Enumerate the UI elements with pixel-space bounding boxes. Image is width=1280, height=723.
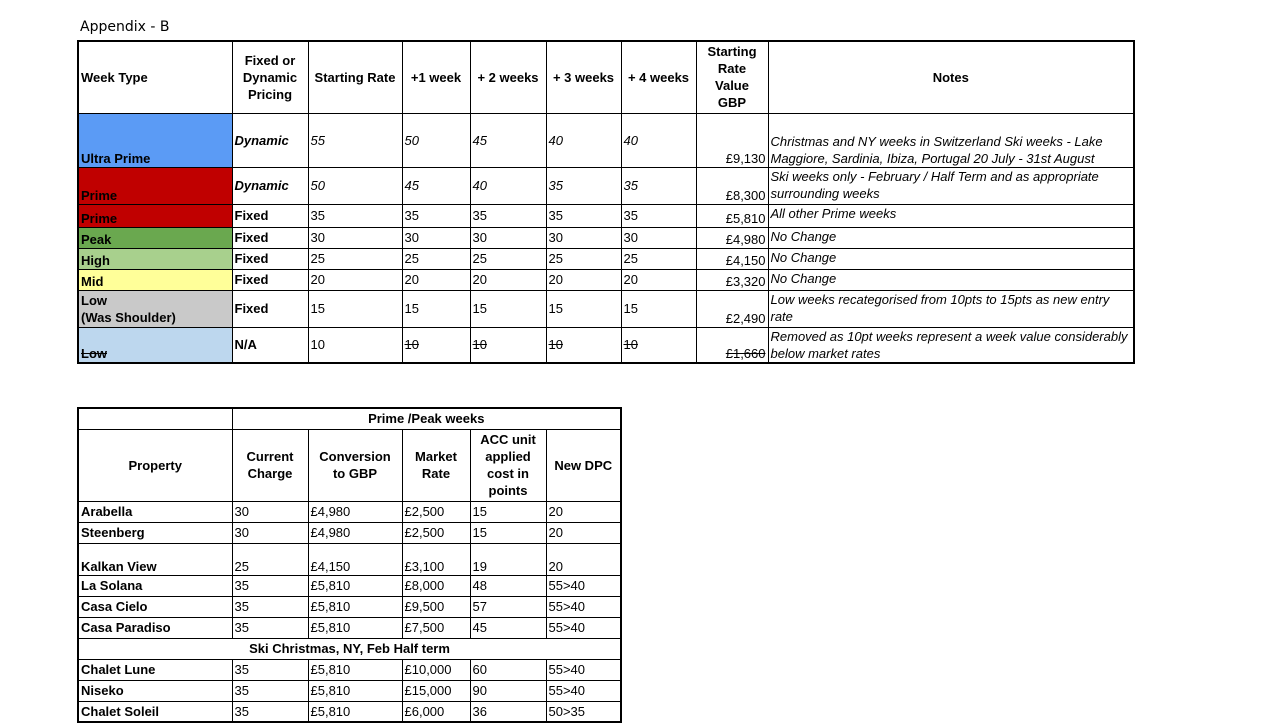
table-row: [78, 501, 621, 522]
table-row: [78, 290, 1134, 327]
new-dpc: 55>40: [546, 617, 621, 638]
week-type-low: Low (Was Shoulder): [78, 290, 232, 327]
pricing-cell: Fixed: [232, 248, 308, 269]
rate-cell: 35: [621, 204, 696, 227]
pricing-cell: Fixed: [232, 290, 308, 327]
rate-cell: 25: [546, 248, 621, 269]
property-name: Casa Paradiso: [78, 617, 232, 638]
rate-cell: 20: [402, 269, 470, 290]
market-rate: £2,500: [402, 501, 470, 522]
rate-cell: 40: [546, 113, 621, 167]
value-cell: £2,490: [696, 290, 768, 327]
rate-cell: 30: [546, 227, 621, 248]
market-rate: £9,500: [402, 596, 470, 617]
table-row: [78, 701, 621, 722]
week-type-prime: Prime: [78, 167, 232, 204]
property-name: Arabella: [78, 501, 232, 522]
current-charge: 35: [232, 617, 308, 638]
header-row: [78, 41, 1134, 113]
header-week-2: + 2 weeks: [470, 41, 546, 113]
group-header-row: [78, 408, 621, 429]
blank-cell: [78, 408, 232, 429]
rate-cell: 15: [470, 290, 546, 327]
acc-cost: 36: [470, 701, 546, 722]
note-cell: Low weeks recategorised from 10pts to 15pts as new entry rate: [768, 290, 1134, 327]
week-rates-table: [77, 40, 1135, 364]
new-dpc: 55>40: [546, 680, 621, 701]
pricing-cell: Dynamic: [232, 113, 308, 167]
value-cell: £1,660: [696, 327, 768, 363]
new-dpc: 55>40: [546, 596, 621, 617]
value-cell: £4,980: [696, 227, 768, 248]
market-rate: £6,000: [402, 701, 470, 722]
property-name: Niseko: [78, 680, 232, 701]
note-cell: Christmas and NY weeks in Switzerland Ski weeks - Lake Maggiore, Sardinia, Ibiza, Portugal 20 July - 31st August: [768, 113, 1134, 167]
value-cell: £3,320: [696, 269, 768, 290]
acc-cost: 15: [470, 522, 546, 543]
gbp-value: £4,980: [308, 501, 402, 522]
rate-cell: 10: [402, 327, 470, 363]
rate-cell: 25: [621, 248, 696, 269]
header-row: [78, 429, 621, 501]
new-dpc: 20: [546, 501, 621, 522]
rate-cell: 35: [308, 204, 402, 227]
note-cell: Ski weeks only - February / Half Term and as appropriate surrounding weeks: [768, 167, 1134, 204]
new-dpc: 55>40: [546, 575, 621, 596]
rate-cell: 10: [470, 327, 546, 363]
acc-cost: 45: [470, 617, 546, 638]
current-charge: 35: [232, 701, 308, 722]
rate-cell: 25: [308, 248, 402, 269]
gbp-value: £5,810: [308, 701, 402, 722]
table-row: [78, 204, 1134, 227]
rate-cell: 35: [621, 167, 696, 204]
rate-cell: 25: [402, 248, 470, 269]
header-market-rate: Market Rate: [402, 429, 470, 501]
property-name: Steenberg: [78, 522, 232, 543]
property-name: Kalkan View: [78, 543, 232, 575]
acc-cost: 90: [470, 680, 546, 701]
gbp-value: £5,810: [308, 596, 402, 617]
pricing-cell: Fixed: [232, 227, 308, 248]
table-row: [78, 167, 1134, 204]
new-dpc: 50>35: [546, 701, 621, 722]
table-row: [78, 227, 1134, 248]
pricing-cell: Dynamic: [232, 167, 308, 204]
current-charge: 35: [232, 659, 308, 680]
value-cell: £5,810: [696, 204, 768, 227]
header-starting-rate: Starting Rate: [308, 41, 402, 113]
market-rate: £8,000: [402, 575, 470, 596]
table-row: [78, 248, 1134, 269]
header-week-1: +1 week: [402, 41, 470, 113]
table-row: [78, 680, 621, 701]
rate-cell: 30: [470, 227, 546, 248]
property-name: Casa Cielo: [78, 596, 232, 617]
acc-cost: 60: [470, 659, 546, 680]
value-cell: £9,130: [696, 113, 768, 167]
gbp-value: £5,810: [308, 680, 402, 701]
new-dpc: 55>40: [546, 659, 621, 680]
header-new-dpc: New DPC: [546, 429, 621, 501]
property-name: La Solana: [78, 575, 232, 596]
table-row: [78, 575, 621, 596]
current-charge: 35: [232, 596, 308, 617]
week-type-peak: Peak: [78, 227, 232, 248]
week-type-ultra-prime: Ultra Prime: [78, 113, 232, 167]
current-charge: 35: [232, 680, 308, 701]
current-charge: 25: [232, 543, 308, 575]
market-rate: £10,000: [402, 659, 470, 680]
rate-cell: 15: [402, 290, 470, 327]
group-header: Prime /Peak weeks: [232, 408, 621, 429]
pricing-cell: Fixed: [232, 269, 308, 290]
note-cell: Removed as 10pt weeks represent a week value considerably below market rates: [768, 327, 1134, 363]
market-rate: £3,100: [402, 543, 470, 575]
rate-cell: 10: [546, 327, 621, 363]
new-dpc: 20: [546, 543, 621, 575]
rate-cell: 20: [470, 269, 546, 290]
rate-cell: 15: [546, 290, 621, 327]
rate-cell: 35: [546, 167, 621, 204]
market-rate: £2,500: [402, 522, 470, 543]
week-type-mid: Mid: [78, 269, 232, 290]
gbp-value: £4,980: [308, 522, 402, 543]
section-row: [78, 638, 621, 659]
table-row: [78, 269, 1134, 290]
week-type-prime: Prime: [78, 204, 232, 227]
table-row: [78, 113, 1134, 167]
header-acc-cost: ACC unit applied cost in points: [470, 429, 546, 501]
pricing-cell: N/A: [232, 327, 308, 363]
header-current-charge: Current Charge: [232, 429, 308, 501]
table-row: [78, 327, 1134, 363]
week-type-low-removed: Low: [78, 327, 232, 363]
rate-cell: 10: [621, 327, 696, 363]
rate-cell: 50: [402, 113, 470, 167]
property-name: Chalet Soleil: [78, 701, 232, 722]
rate-cell: 45: [402, 167, 470, 204]
market-rate: £7,500: [402, 617, 470, 638]
note-cell: No Change: [768, 248, 1134, 269]
table-row: [78, 596, 621, 617]
header-notes: Notes: [768, 41, 1134, 113]
header-week-3: + 3 weeks: [546, 41, 621, 113]
table-row: [78, 617, 621, 638]
value-cell: £8,300: [696, 167, 768, 204]
note-cell: All other Prime weeks: [768, 204, 1134, 227]
rate-cell: 50: [308, 167, 402, 204]
current-charge: 35: [232, 575, 308, 596]
gbp-value: £5,810: [308, 659, 402, 680]
table-row: [78, 522, 621, 543]
week-type-high: High: [78, 248, 232, 269]
rate-cell: 15: [308, 290, 402, 327]
current-charge: 30: [232, 501, 308, 522]
rate-cell: 45: [470, 113, 546, 167]
rate-cell: 35: [470, 204, 546, 227]
rate-cell: 40: [621, 113, 696, 167]
rate-cell: 35: [402, 204, 470, 227]
rate-cell: 35: [546, 204, 621, 227]
rate-cell: 30: [308, 227, 402, 248]
rate-cell: 30: [621, 227, 696, 248]
table-row: [78, 659, 621, 680]
rate-cell: 20: [308, 269, 402, 290]
current-charge: 30: [232, 522, 308, 543]
market-rate: £15,000: [402, 680, 470, 701]
rate-cell: 15: [621, 290, 696, 327]
gbp-value: £5,810: [308, 575, 402, 596]
rate-cell: 30: [402, 227, 470, 248]
rate-cell: 20: [621, 269, 696, 290]
rate-cell: 25: [470, 248, 546, 269]
ski-section-header: Ski Christmas, NY, Feb Half term: [78, 638, 621, 659]
property-name: Chalet Lune: [78, 659, 232, 680]
rate-cell: 10: [308, 327, 402, 363]
acc-cost: 57: [470, 596, 546, 617]
value-cell: £4,150: [696, 248, 768, 269]
acc-cost: 48: [470, 575, 546, 596]
rate-cell: 40: [470, 167, 546, 204]
acc-cost: 15: [470, 501, 546, 522]
header-conversion: Conversion to GBP: [308, 429, 402, 501]
header-week-type: Week Type: [78, 41, 232, 113]
new-dpc: 20: [546, 522, 621, 543]
gbp-value: £5,810: [308, 617, 402, 638]
rate-cell: 55: [308, 113, 402, 167]
pricing-cell: Fixed: [232, 204, 308, 227]
table-row: [78, 543, 621, 575]
header-week-4: + 4 weeks: [621, 41, 696, 113]
note-cell: No Change: [768, 269, 1134, 290]
header-pricing: Fixed or Dynamic Pricing: [232, 41, 308, 113]
property-table: [77, 407, 622, 723]
gbp-value: £4,150: [308, 543, 402, 575]
note-cell: No Change: [768, 227, 1134, 248]
header-value-gbp: Starting Rate Value GBP: [696, 41, 768, 113]
acc-cost: 19: [470, 543, 546, 575]
rate-cell: 20: [546, 269, 621, 290]
page-title: Appendix - B: [80, 19, 170, 35]
header-property: Property: [78, 429, 232, 501]
